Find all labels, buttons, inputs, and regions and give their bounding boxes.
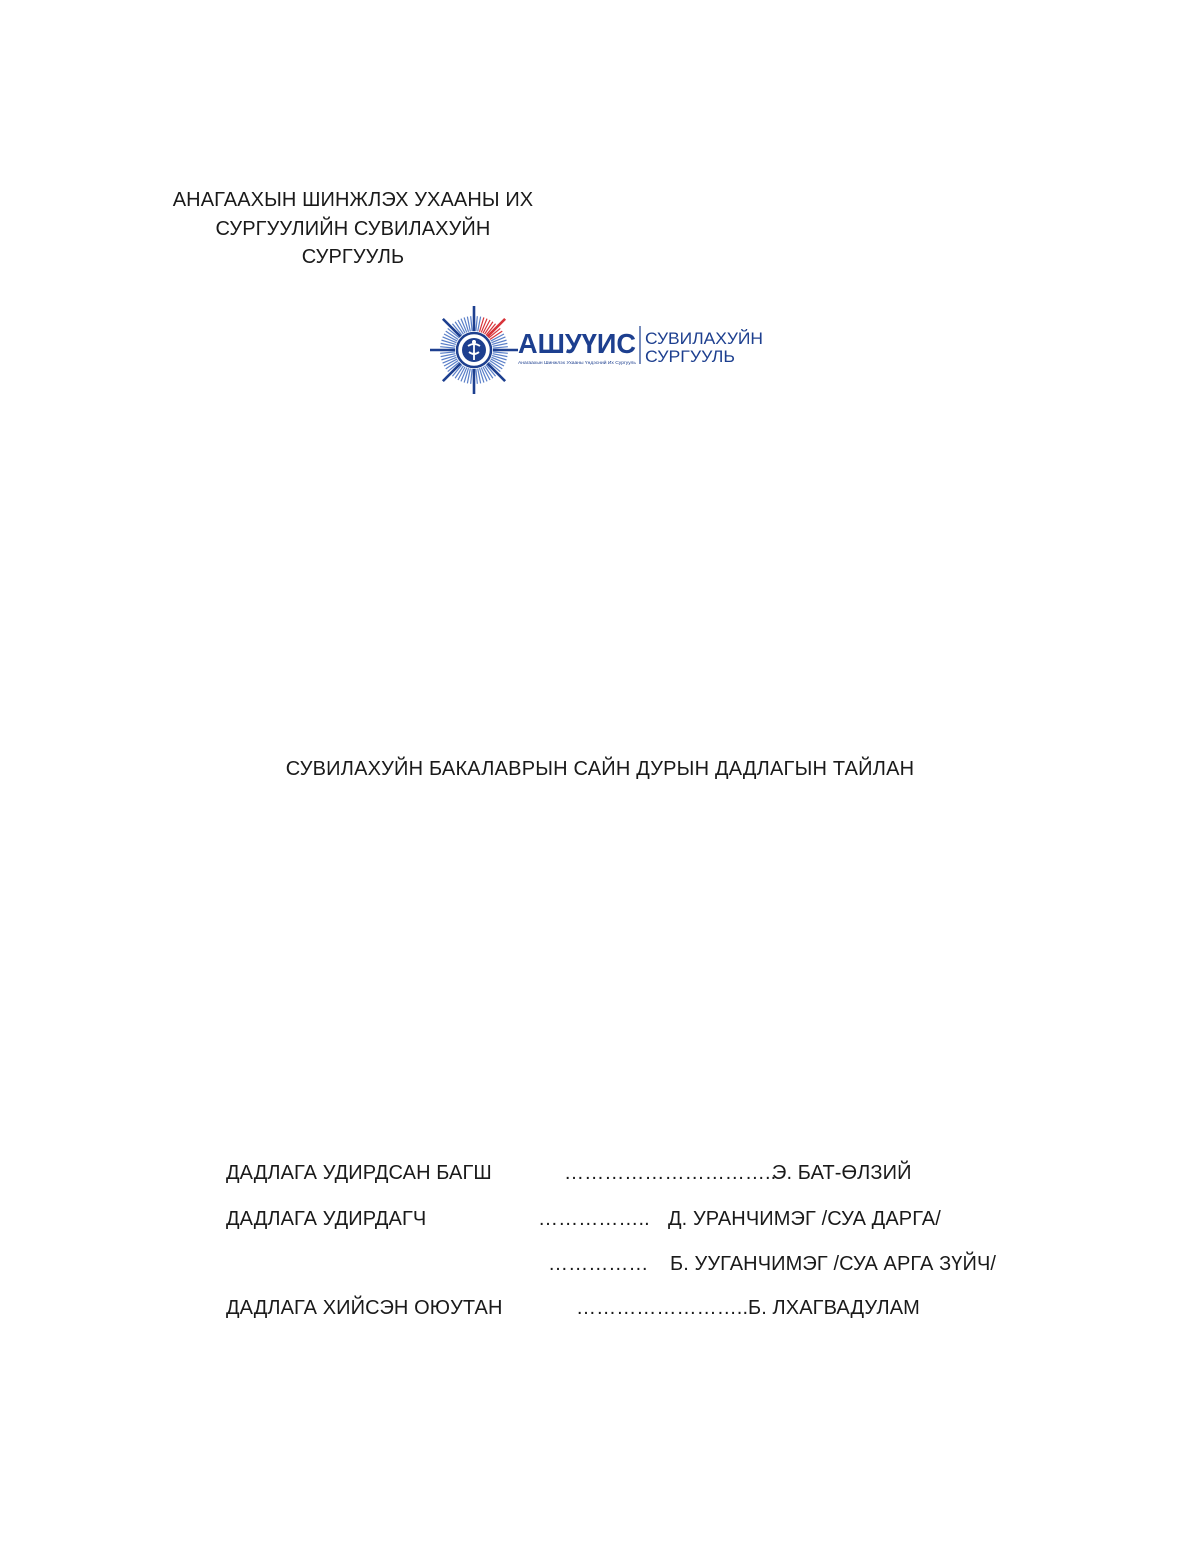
sunburst-emblem-icon bbox=[430, 306, 518, 394]
institution-header bbox=[110, 186, 596, 272]
signature-role: ДАДЛАГА ХИЙСЭН ОЮУТАН bbox=[226, 1297, 503, 1319]
emblem-ray bbox=[493, 347, 508, 348]
signature-dots: …………….. bbox=[538, 1208, 650, 1230]
emblem-ray bbox=[443, 363, 461, 381]
logo-tagline: Анагаахын Шинжлэх Ухааны Үндэсний Их Сургууль bbox=[518, 360, 626, 365]
emblem-ray bbox=[471, 316, 472, 331]
signature-name: Э. БАТ-ӨЛЗИЙ bbox=[772, 1162, 912, 1184]
signature-name: Б. УУГАНЧИМЭГ /СУА АРГА ЗҮЙЧ/ bbox=[670, 1253, 997, 1275]
institution-line: АНАГААХЫН ШИНЖЛЭХ УХААНЫ ИХ bbox=[172, 189, 534, 211]
signature-dots: …………… bbox=[548, 1253, 649, 1275]
emblem-ray bbox=[471, 369, 472, 384]
emblem-ray bbox=[476, 316, 477, 331]
emblem-ray bbox=[440, 347, 455, 348]
logo-subtitle-line1: СУВИЛАХУЙН bbox=[645, 329, 763, 348]
emblem-ray bbox=[443, 319, 461, 337]
institution-line: СУРГУУЛИЙН СУВИЛАХУЙН bbox=[215, 217, 491, 240]
emblem-ray bbox=[487, 319, 505, 337]
signature-dots: …………………….. bbox=[576, 1297, 749, 1319]
signature-name: Д. УРАНЧИМЭГ /СУА ДАРГА/ bbox=[668, 1208, 941, 1230]
emblem-ray bbox=[487, 363, 505, 381]
institution-line: СУРГУУЛЬ bbox=[301, 246, 405, 268]
logo-subtitle-line2: СУРГУУЛЬ bbox=[645, 347, 735, 366]
emblem-ray bbox=[476, 369, 477, 384]
logo-abbr: АШУҮИС bbox=[518, 328, 636, 359]
signature-role: ДАДЛАГА УДИРДАГЧ bbox=[226, 1208, 427, 1230]
report-title: СУВИЛАХУЙН БАКАЛАВРЫН САЙН ДУРЫН ДАДЛАГЫН ТАЙЛАН bbox=[285, 758, 915, 780]
emblem-ray bbox=[493, 352, 508, 353]
signature-name: Б. ЛХАГВАДУЛАМ bbox=[748, 1297, 920, 1319]
emblem-ray bbox=[440, 352, 455, 353]
signature-dots: ………………………….. bbox=[564, 1162, 777, 1184]
signature-role: ДАДЛАГА УДИРДСАН БАГШ bbox=[226, 1162, 492, 1184]
school-logo bbox=[430, 302, 770, 398]
